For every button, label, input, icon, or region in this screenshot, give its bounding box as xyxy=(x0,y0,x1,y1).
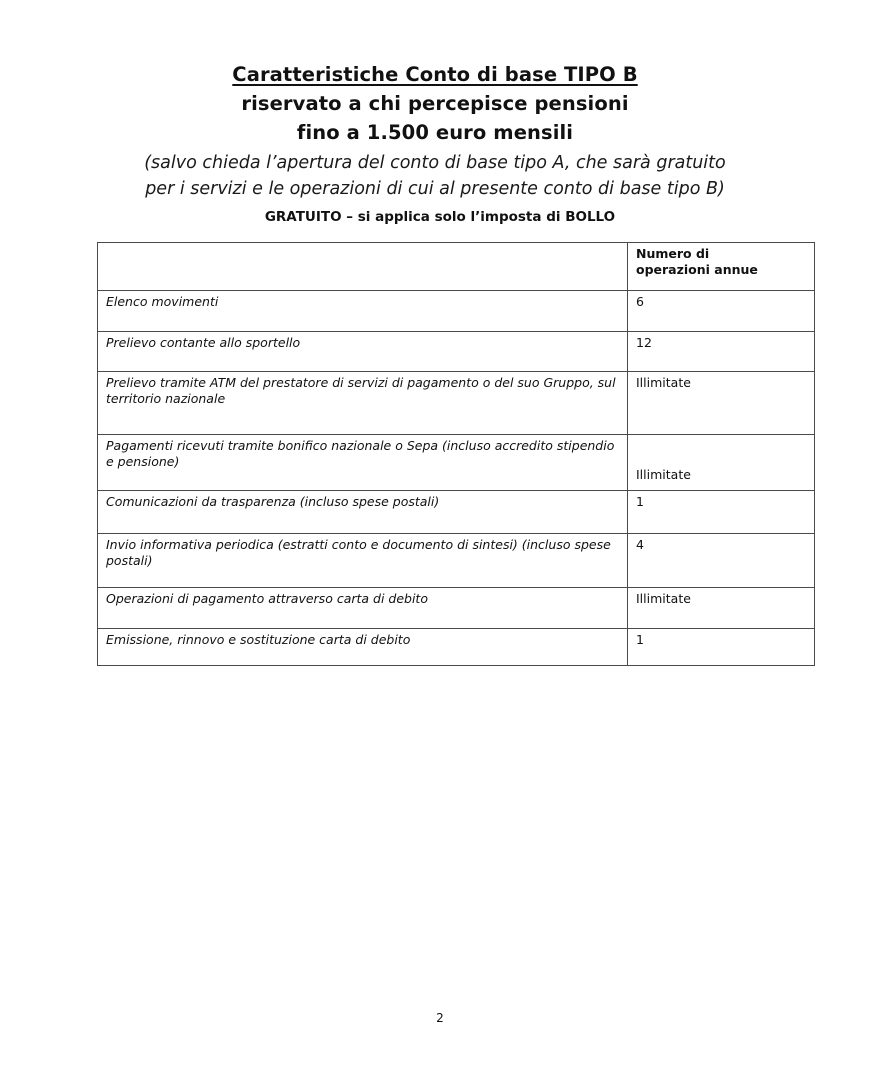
operation-cell: Invio informativa periodica (estratti conto e documento di sintesi) (incluso spese postali) xyxy=(98,534,628,588)
title-note-line-2: per i servizi e le operazioni di cui al presente conto di base tipo B) xyxy=(145,179,725,199)
header-cell-count xyxy=(628,243,815,291)
title-note-line-1: (salvo chieda l’apertura del conto di base tipo A, che sarà gratuito xyxy=(144,153,726,173)
table-row xyxy=(98,291,815,332)
operation-cell: Elenco movimenti xyxy=(98,291,628,332)
document-title-block xyxy=(0,60,870,202)
operation-cell: Pagamenti ricevuti tramite bonifico nazionale o Sepa (incluso accredito stipendio e pensione) xyxy=(98,435,628,491)
table-header-row xyxy=(98,243,815,291)
page-number: 2 xyxy=(436,1011,444,1025)
free-heading: GRATUITO – si applica solo l’imposta di BOLLO xyxy=(264,209,616,225)
count-cell: Illimitate xyxy=(628,588,815,629)
operation-cell: Emissione, rinnovo e sostituzione carta di debito xyxy=(98,629,628,666)
count-cell: Illimitate xyxy=(628,435,815,491)
header-count-line-1: Numero di xyxy=(636,246,710,261)
header-count-line-2: operazioni annue xyxy=(636,262,758,277)
count-cell: 12 xyxy=(628,332,815,372)
table-row xyxy=(98,491,815,534)
table-row xyxy=(98,534,815,588)
count-cell: 1 xyxy=(628,629,815,666)
operations-table xyxy=(97,242,815,666)
table-row xyxy=(98,629,815,666)
operation-cell: Operazioni di pagamento attraverso carta di debito xyxy=(98,588,628,629)
table-row xyxy=(98,332,815,372)
count-cell: 4 xyxy=(628,534,815,588)
operation-cell: Prelievo tramite ATM del prestatore di servizi di pagamento o del suo Gruppo, sul territorio nazionale xyxy=(98,372,628,435)
count-cell: 1 xyxy=(628,491,815,534)
count-cell: 6 xyxy=(628,291,815,332)
table-row xyxy=(98,372,815,435)
operation-cell: Prelievo contante allo sportello xyxy=(98,332,628,372)
title-line-1: Caratteristiche Conto di base TIPO B xyxy=(232,63,638,86)
title-line-3: fino a 1.500 euro mensili xyxy=(296,121,574,144)
header-cell-operation xyxy=(98,243,628,291)
operation-cell: Comunicazioni da trasparenza (incluso spese postali) xyxy=(98,491,628,534)
table-row xyxy=(98,435,815,491)
title-line-2: riservato a chi percepisce pensioni xyxy=(241,92,629,115)
table-row xyxy=(98,588,815,629)
count-cell: Illimitate xyxy=(628,372,815,435)
